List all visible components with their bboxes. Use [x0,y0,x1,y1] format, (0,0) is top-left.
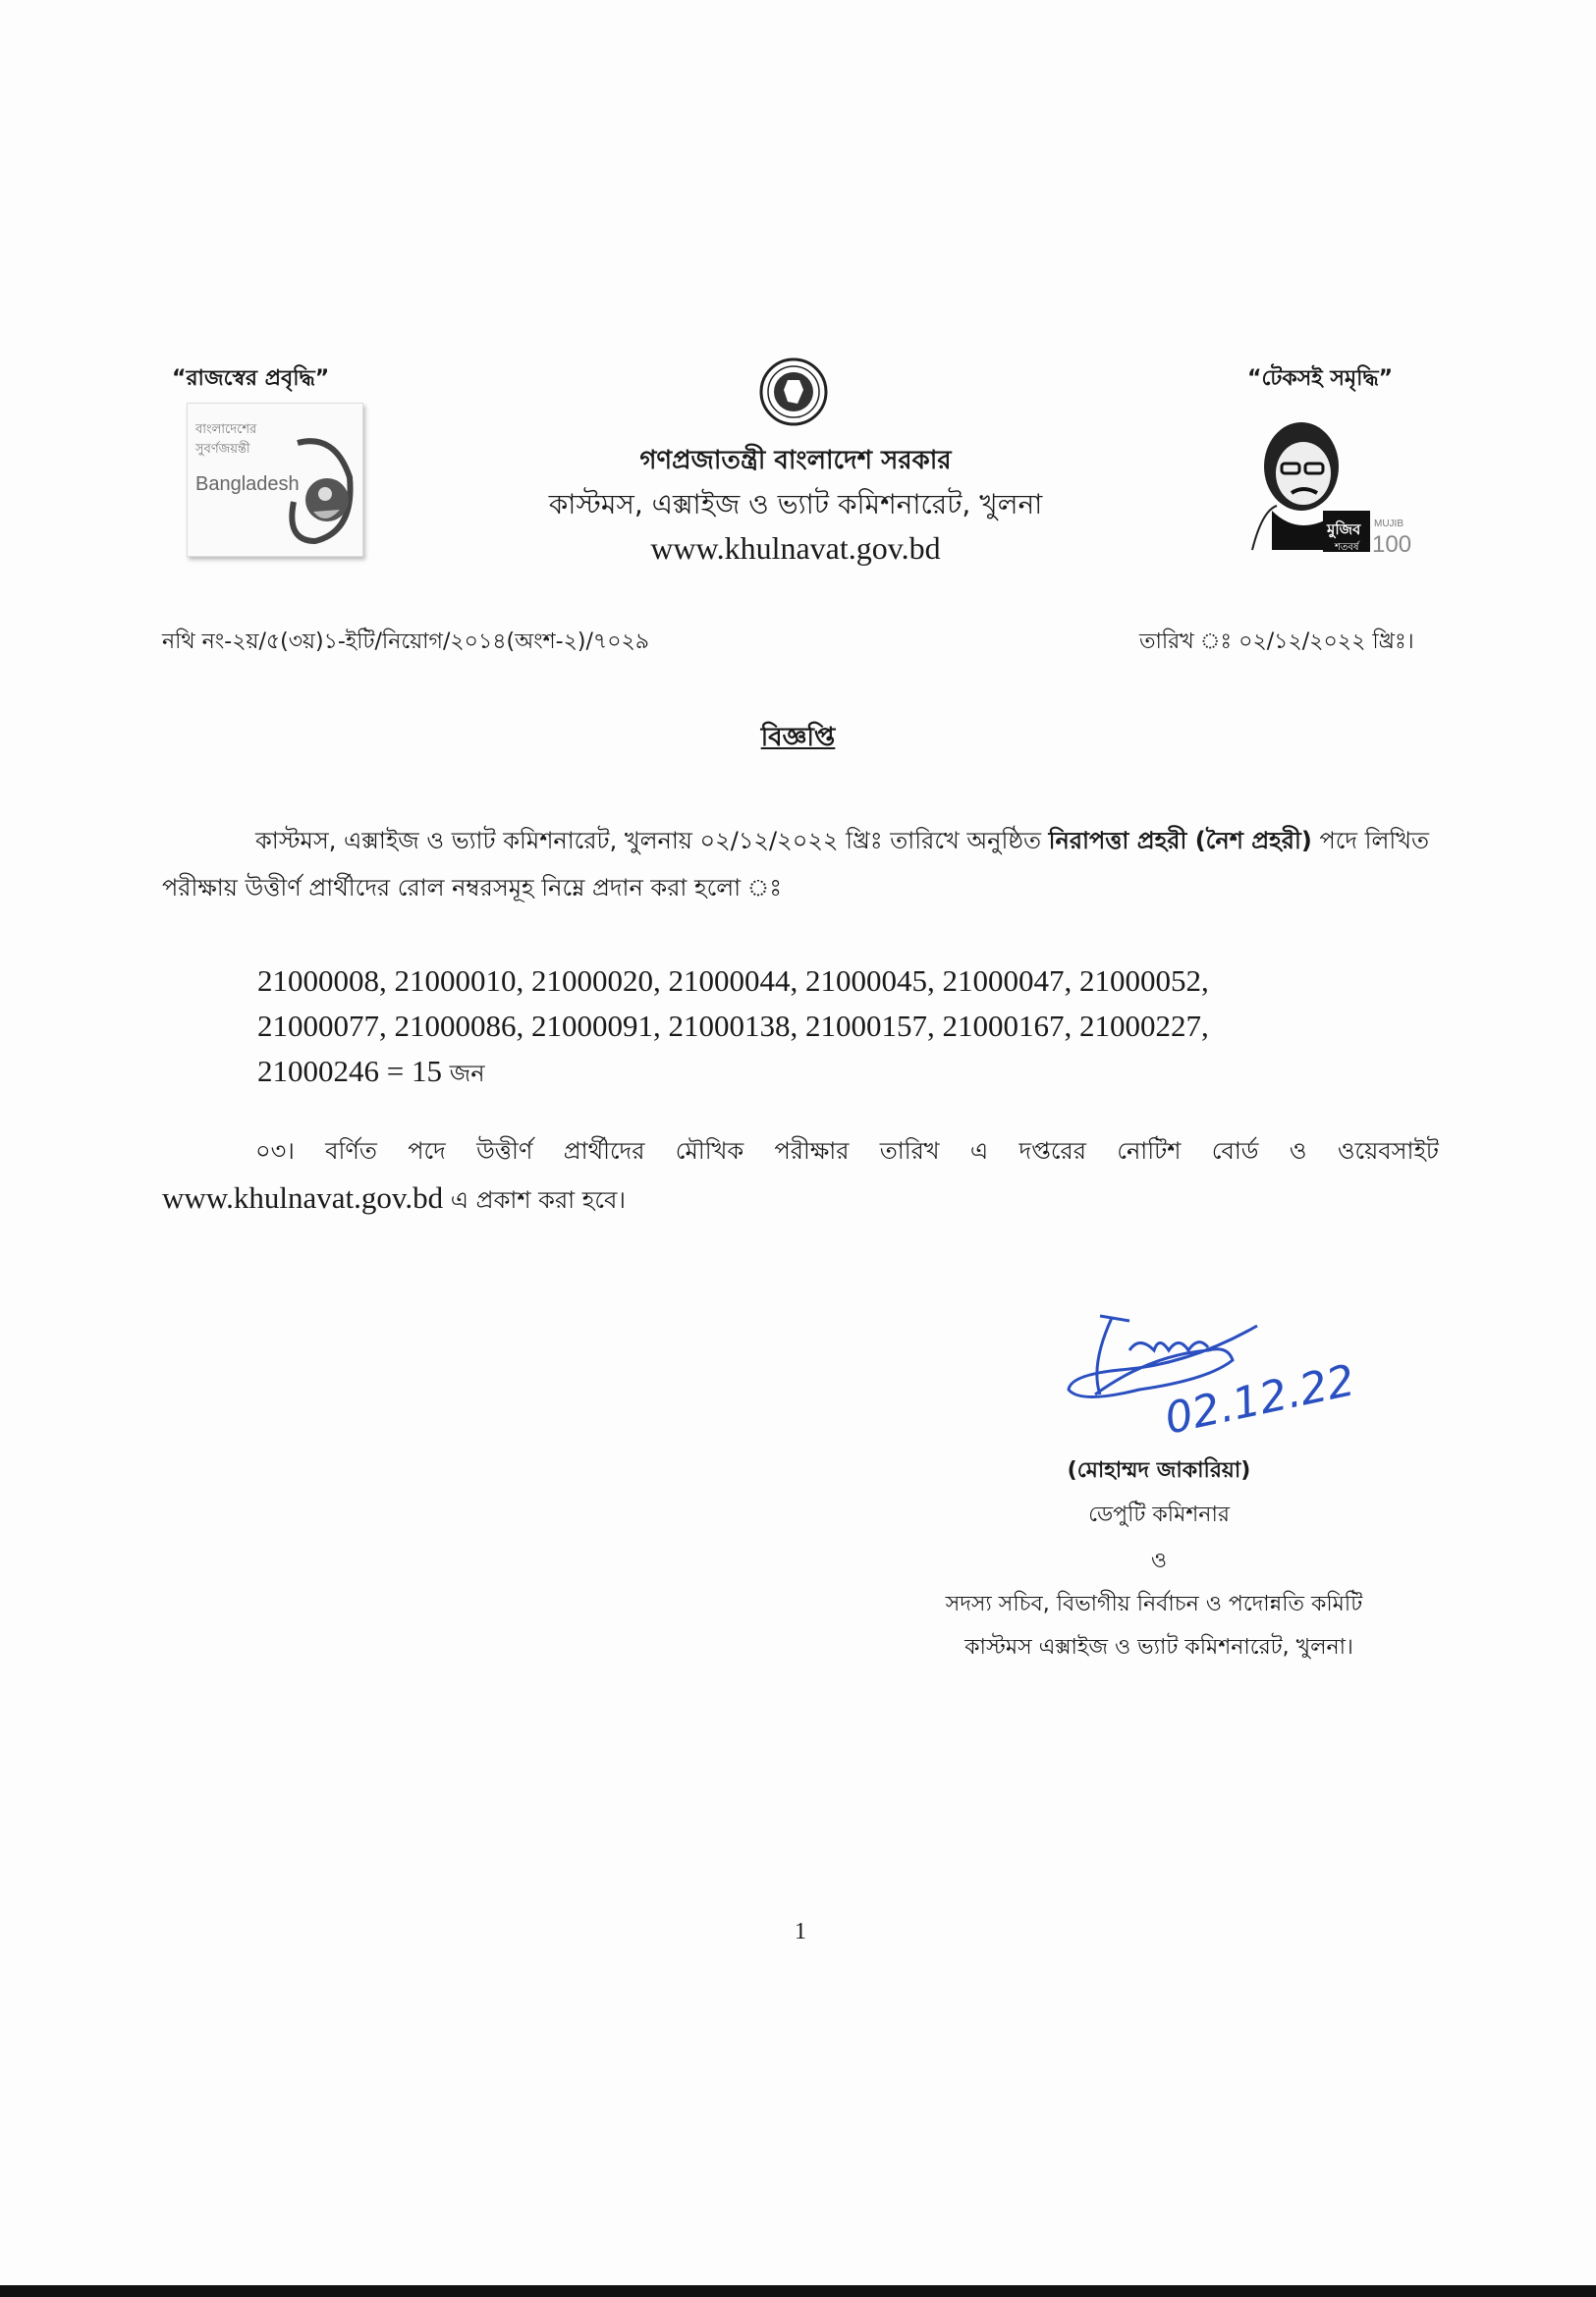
memo-date: তারিখ ঃ ০২/১২/২০২২ খ্রিঃ। [1139,629,1414,654]
roll-line-3 [257,1049,1436,1096]
para1-text-1: কাস্টমস, এক্সাইজ ও ভ্যাট কমিশনারেট, খুলনায় ০২/১২/২০২২ খ্রিঃ তারিখে অনুষ্ঠিত [255,827,1049,854]
signatory-role: সদস্য সচিব, বিভাগীয় নির্বাচন ও পদোন্নতি কমিটি [945,1592,1363,1616]
bangladesh-50-emblem-icon [188,404,362,556]
logo-right-sub: শতবর্ষ [1335,542,1359,553]
mujib-portrait-icon [1233,412,1419,560]
para2-line-1: ০৩। বর্ণিত পদে উত্তীর্ণ প্রার্থীদের মৌখিক পরীক্ষার তারিখ এ দপ্তরের নোটিশ বোর্ড ও ওয়েবসাইট [255,1137,1439,1165]
website-link[interactable]: www.khulnavat.gov.bd [650,530,941,566]
mujib-100-logo [1233,412,1419,560]
roll-line-3-numbers: 21000246 = 15 [257,1054,442,1088]
page-number: 1 [795,1919,806,1944]
notice-paragraph-1 [162,817,1439,911]
para2-rest: এ প্রকাশ করা হবে। [443,1186,626,1214]
bangladesh-50-logo [187,403,363,557]
motto-right: “টেকসই সমৃদ্ধি” [1247,366,1394,391]
motto-left: “রাজস্বের প্রবৃদ্ধি” [172,366,330,391]
government-seal-icon [758,356,829,427]
scan-edge [0,2285,1596,2297]
government-name: গণপ্রজাতন্ত্রী বাংলাদেশ সরকার [639,446,952,475]
notice-paragraph-2 [162,1127,1439,1224]
signatory-name: (মোহাম্মদ জাকারিয়া) [1067,1458,1251,1483]
roll-count-unit: জন [449,1060,485,1087]
para1-text-2: পদে লিখিত পরীক্ষায় উত্তীর্ণ প্রার্থীদের রোল নম্বরসমূহ নিম্নে প্রদান করা হলো ঃ [162,827,1429,902]
roll-line-1: 21000008, 21000010, 21000020, 21000044, 21000045, 21000047, 21000052, [257,963,1209,998]
logo-left-text-3: Bangladesh [195,473,300,495]
signatory-office: কাস্টমস এক্সাইজ ও ভ্যাট কমিশনারেট, খুলনা। [964,1635,1353,1660]
roll-line-2: 21000077, 21000086, 21000091, 21000138, 21000157, 21000167, 21000227, [257,1009,1209,1043]
signatory-conjunction: ও [1150,1549,1168,1573]
svg-text:~~~: ~~~ [786,414,801,421]
office-name: কাস্টমস, এক্সাইজ ও ভ্যাট কমিশনারেট, খুলনা [548,488,1043,520]
signatory-designation: ডেপুটি কমিশনার [1088,1503,1230,1527]
para2-line-2 [162,1175,1439,1224]
memo-number: নথি নং-২য়/৫(৩য়)১-ইটি/নিয়োগ/২০১৪(অংশ-২)/৭০২৯ [162,629,650,654]
notice-title: বিজ্ঞপ্তি [760,723,836,752]
logo-left-text-1: বাংলাদেশের [195,422,257,437]
logo-right-number: 100 [1372,531,1412,558]
logo-right-mujib: MUJIB [1374,519,1403,529]
post-name: নিরাপত্তা প্রহরী (নৈশ প্রহরী) [1048,827,1312,854]
handwritten-signature [1061,1296,1395,1444]
signature-date: 02.12.22 [1160,1355,1359,1444]
roll-number-list [257,958,1436,1096]
logo-left-text-2: সুবর্ণজয়ন্তী [195,442,250,457]
logo-right-text: মুজিব [1327,520,1361,538]
para2-url[interactable]: www.khulnavat.gov.bd [162,1180,444,1215]
